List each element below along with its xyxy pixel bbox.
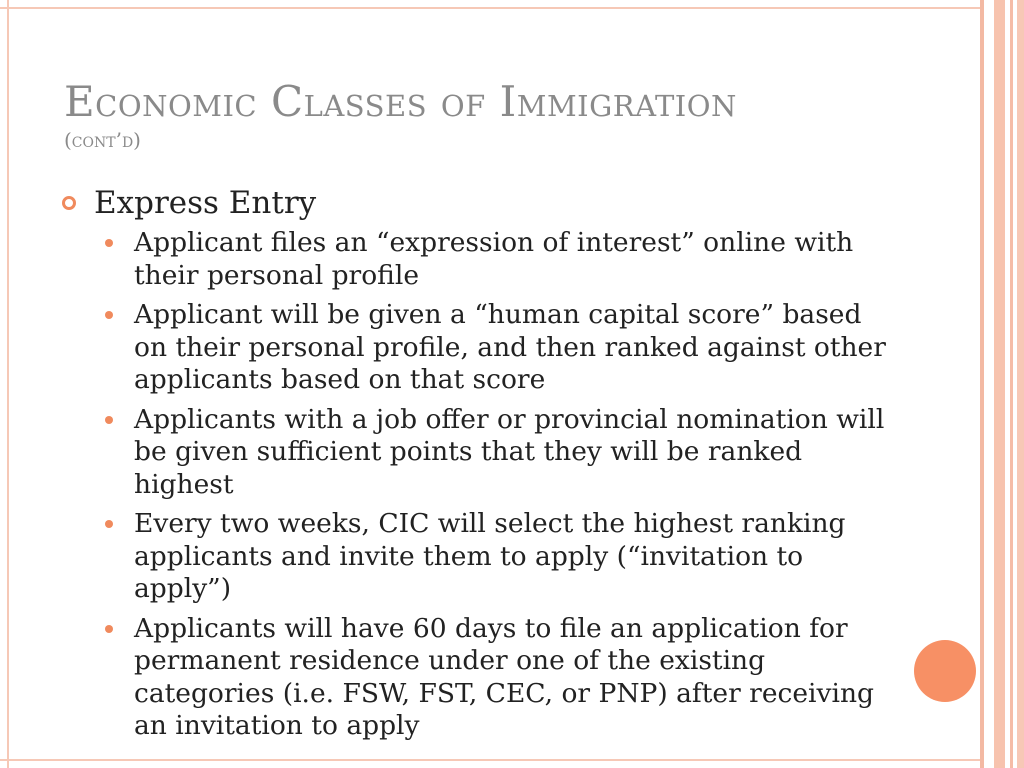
list-item-text: Every two weeks, CIC will select the highest ranking applicants and invite them to apply (“invitation to apply”) [134,508,846,604]
right-stripe [994,0,1005,768]
list-item [102,299,892,397]
list-item-text: Applicant files an “expression of interest” online with their personal profile [134,227,854,291]
bullet-dot-icon [105,311,113,319]
bullet-dot-icon [105,239,113,247]
bullet-dot-icon [105,520,113,528]
bullet-ring-icon [62,196,76,210]
decorative-circle [914,640,976,702]
frame-bottom-line [0,759,984,761]
right-stripe-gap [984,0,994,768]
frame-left-line [7,0,9,768]
list-item [102,227,892,292]
slide-subtitle: (cont’d) [64,128,141,152]
sub-bullet-list [102,227,892,750]
list-item [102,508,892,606]
bullet-dot-icon [105,625,113,633]
list-item-text: Applicants with a job offer or provincial nomination will be given sufficient points that they will be ranked highest [134,403,885,500]
list-item-text: Applicants will have 60 days to file an application for permanent residence under one of the existing categories (i.e. FSW, FST, CEC, or PNP) after receiving an invitation to apply [134,612,874,741]
main-bullet-text: Express Entry [94,185,317,221]
list-item [102,613,892,743]
list-item [102,404,892,502]
list-item-text: Applicant will be given a “human capital score” based on their personal profile, and then ranked against other applicants based on that score [134,299,886,395]
bullet-dot-icon [105,416,113,424]
frame-top-line [0,7,984,9]
right-stripe [1017,0,1024,768]
slide-title: Economic Classes of Immigration [64,77,737,126]
